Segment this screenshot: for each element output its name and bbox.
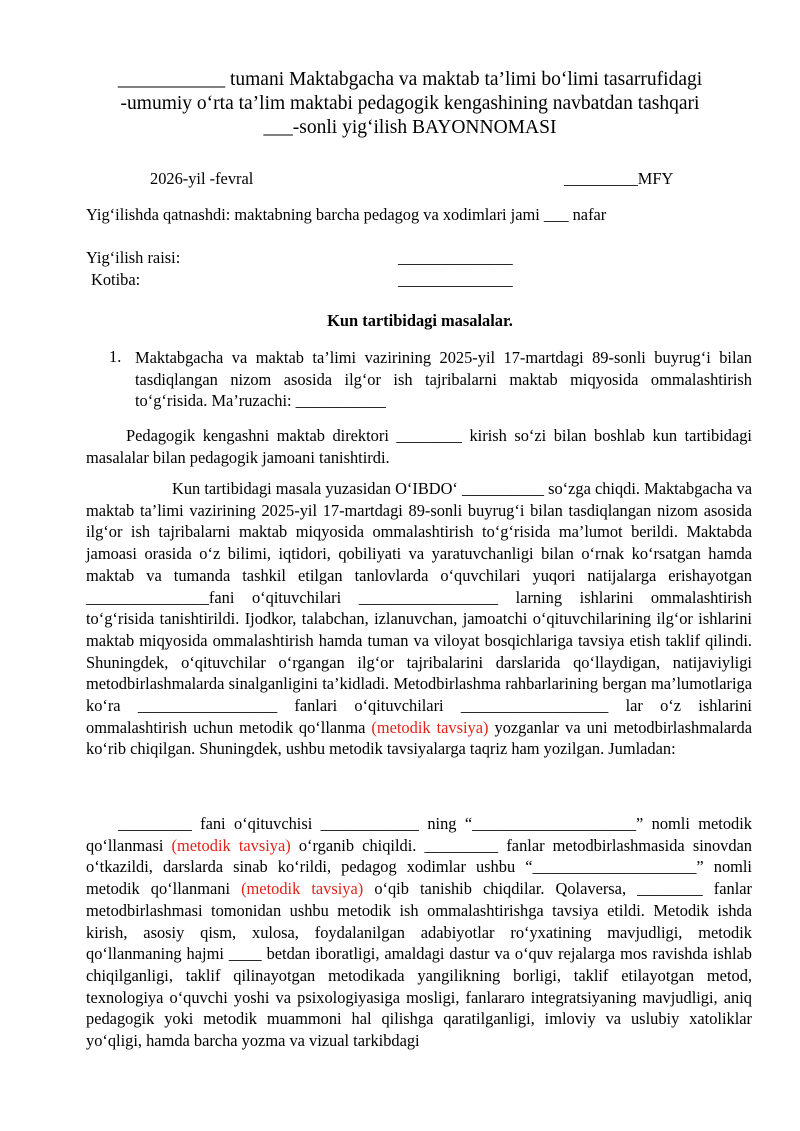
title-line-1: ___________ tumani Maktabgacha va maktab ta’limi bo‘limi tasarrufidagi [117, 69, 703, 90]
agenda-heading: Kun tartibidagi masalalar. [327, 311, 513, 330]
secretary-label: Kotiba: [91, 270, 141, 289]
meeting-date: 2026-yil -fevral [150, 169, 254, 188]
title-line-3: ___-sonli yig‘ilish BAYONNOMASI [263, 117, 557, 138]
review-red-note-1: (metodik tavsiya) [171, 835, 291, 855]
paragraph-opening: Pedagogik kengashni maktab direktori ________ kirish so‘zi bilan boshlab kun tartibidagi masalalar bilan pedagogik jamoani tanishtirdi. [86, 426, 752, 467]
chair-signature-blank: ______________ [398, 248, 513, 267]
report-red-note: (metodik tavsiya) [371, 717, 489, 737]
attendance-line: Yig‘ilishda qatnashdi: maktabning barcha pedagog va xodimlari jami ___ nafar [86, 205, 607, 224]
review-text-part-2: o‘rganib chiqildi. _________ fanlar metodbirlashmasida sinovdan o‘tkazildi, darslarda sinab ko‘rildi, pedagog xodimlar ushbu “____________________” nomli metodik qo‘llanmani [86, 835, 752, 899]
agenda-item-text: Maktabgacha va maktab ta’limi vazirining 2025-yil 17-martdagi 89-sonli buyrug‘i bilan tasdiqlangan nizom asosida ilg‘or ish tajribalarni maktab miqyosida ommalashtirish to‘g‘risida. Ma’ruzachi: ___________ [135, 348, 752, 411]
review-red-note-2: (metodik tavsiya) [241, 879, 364, 899]
paragraph-report [86, 478, 752, 760]
secretary-signature-blank: ______________ [398, 270, 513, 289]
report-text-part-1: Kun tartibidagi masala yuzasidan O‘IBDO‘ __________ so‘zga chiqdi. Maktabgacha va maktab ta’limi vazirining 2025-yil 17-martdagi 89-sonli buyrug‘i bilan tasdiqlangan nizom asosida ilg‘or ish tajribalarni maktab miqyosida ommalashtirish to‘g‘risida ma’lumot berildi. Maktabda jamoasi orasida o‘z bilimi, iqtidori, qobiliyati va yaratuvchanligi bilan o‘rnak ko‘rsatgan hamda maktab va tumanda tashkil etilgan tanlovlarda o‘quvchilari yuqori natijalarga erishayotgan _______________fani o‘qituvchilari _________________ larning ishlarini ommalashtirish to‘g‘risida tanishtirildi. Ijodkor, talabchan, izlanuvchan, jamoatchi o‘qituvchilarining ilg‘or ishlarini maktab miqyosida ommalashtirish hamda tuman va viloyat bosqichlariga tavsiya etish taklif qilindi. Shuningdek, o‘qituvchilar o‘rgangan ilg‘or tajribalarini darslarida qo‘llaydigan, natijaviyligi metodbirlashmalarda sinalganligini ta’kidladi. Metodbirlashma rahbarlarining bergan ma’lumotlariga ko‘ra _________________ fanlari o‘qituvchilari __________________ lar o‘z ishlarini ommalashtirish uchun metodik qo‘llanma [86, 479, 752, 737]
title-line-2: -umumiy o‘rta ta’lim maktabi pedagogik kengashining navbatdan tashqari [120, 93, 700, 114]
report-text-part-2: yozganlar va uni metodbirlashmalarda ko‘rib chiqilgan. Shuningdek, ushbu metodik tavsiyalarga taqriz ham yozilgan. Jumladan: [86, 717, 752, 759]
document-title [60, 68, 760, 140]
chair-label: Yig‘ilish raisi: [86, 248, 181, 267]
review-text-part-1: _________ fani o‘qituvchisi ____________ ning “____________________” nomli metodik qo‘llanmasi [86, 814, 752, 855]
review-text-part-3: o‘qib tanishib chiqdilar. Qolaversa, ________ fanlar metodbirlashmasi tomonidan ushbu metodik ish ommalashtirishga tavsiya etildi. Metodik ishda kirish, asosiy qism, xulosa, foydalanilgan adabiyotlar ro‘yxatining mavjudligi, metodik qo‘llanmaning hajmi ____ betdan iboratligi, amaldagi dastur va o‘quv rejalarga mos ravishda ishlab chiqilganligi, taklif qilinayotgan metodikada yangilikning borligi, taklif etilayotgan metod, texnologiya o‘quvchi yoshi va psixologiyasiga mosligi, fanlararo integratsiyaning mavjudligi, aniq pedagogik yoki metodik muammoni hal qilishga qaratilganligi, imloviy va uslubiy xatoliklar yo‘qligi, hamda barcha yozma va vizual tarkibdagi [86, 879, 752, 1051]
agenda-item-number: 1. [109, 347, 122, 366]
meeting-place: _________MFY [564, 169, 674, 188]
paragraph-review [86, 813, 752, 1052]
